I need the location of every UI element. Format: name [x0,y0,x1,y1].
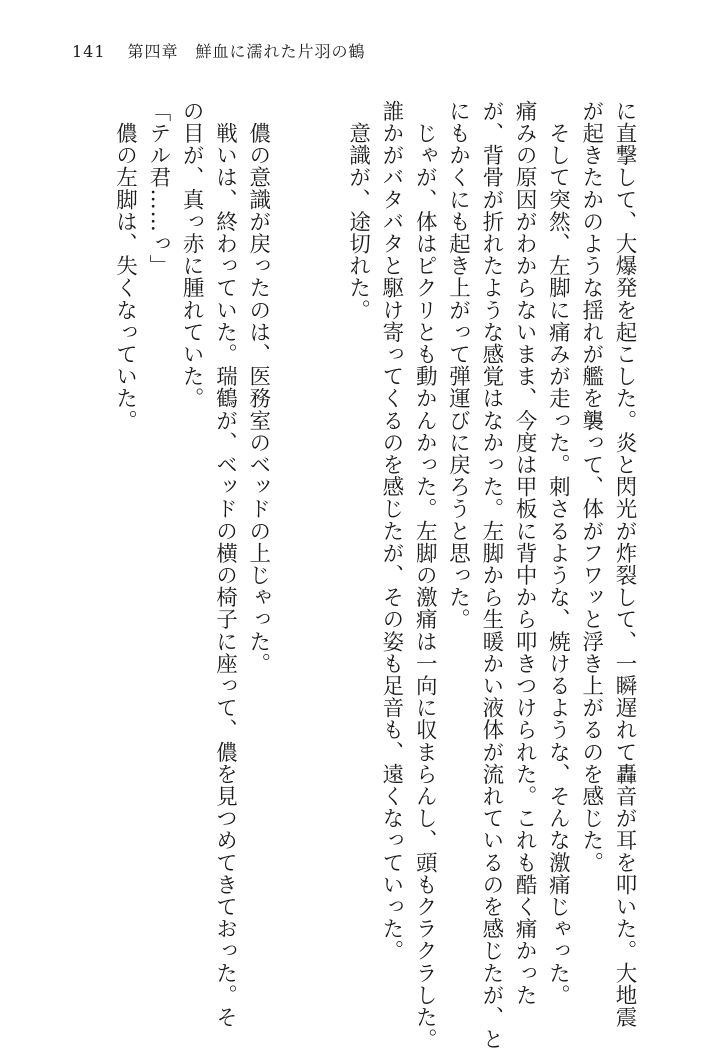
text-line: 意識が、途切れた。 [345,100,371,321]
text-line: 「テル君……っ」 [145,100,171,277]
text-line: 痛みの原因がわからないまま、今度は甲板に背中から叩きつけられた。これも酷く痛かった [512,100,538,1007]
text-line: にもかくにも起き上がって弾運びに戻ろうと思った。 [445,100,471,631]
text-line: じゃが、体はピクリとも動かんかった。左脚の激痛は一向に収まらんし、頭もクラクラした。 [412,100,438,1050]
running-header [72,42,366,62]
text-line: 儂の左脚は、失くなっていた。 [112,100,138,432]
text-line: 戦いは、終わっていた。瑞鶴が、ベッドの横の椅子に座って、儂を見つめてきておった。そ [212,100,238,1029]
text-line: そして突然、左脚に痛みが走った。刺さるような、焼けるような、そんな激痛じゃった。 [545,100,571,1007]
body-text [108,100,641,1050]
text-line: が、背骨が折れたような感覚はなかった。左脚から生暖かい液体が流れているのを感じたが、と [478,100,504,1050]
chapter-title: 第四章 鮮血に濡れた片羽の鶴 [127,42,366,61]
blank-line [275,100,308,1000]
text-line: 誰かがバタバタと駆け寄ってくるのを感じたが、その姿も足音も、遠くなっていった。 [378,100,404,962]
text-line: に直撃して、大爆発を起こした。炎と閃光が炸裂して、一瞬遅れて轟音が耳を叩いた。大地震 [612,100,637,1029]
text-line: の目が、真っ赤に腫れていた。 [179,100,205,410]
page-number: 141 [72,42,106,61]
blank-line [308,100,341,1000]
text-line: 儂の意識が戻ったのは、医務室のベッドの上じゃった。 [245,100,271,675]
text-line: が起きたかのような揺れが艦を襲って、体がフワッと浮き上がるのを感じた。 [578,100,604,874]
